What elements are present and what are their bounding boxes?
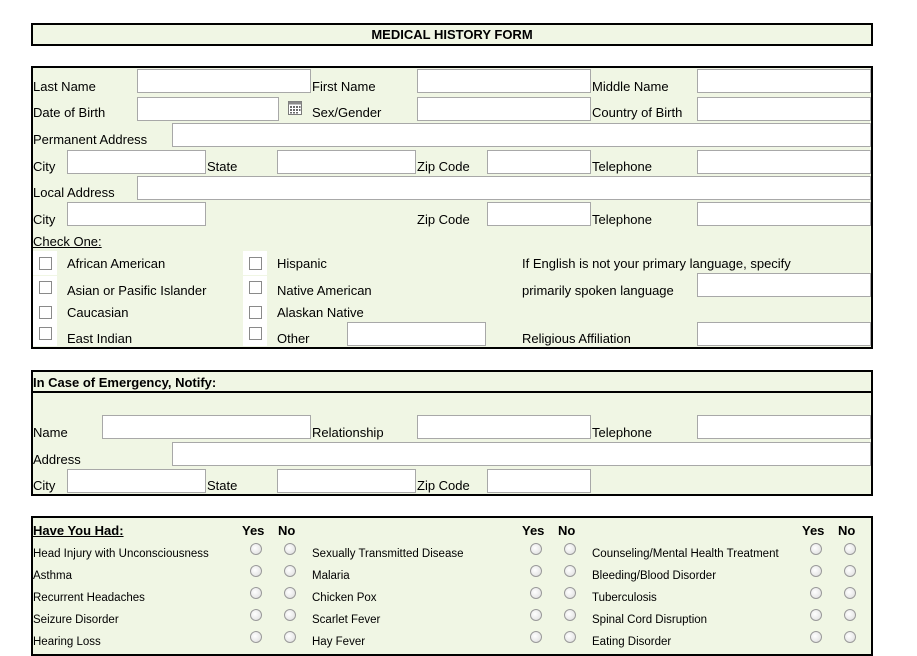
checkbox-caucasian[interactable] bbox=[39, 306, 52, 319]
no-radio[interactable] bbox=[844, 565, 856, 577]
ethnicity-label: Native American bbox=[277, 283, 372, 298]
local-telephone-label: Telephone bbox=[592, 212, 652, 227]
emergency-name-label: Name bbox=[33, 425, 68, 440]
ethnicity-label: Alaskan Native bbox=[277, 305, 364, 320]
ethnicity-label: Hispanic bbox=[277, 256, 327, 271]
no-header: No bbox=[558, 523, 576, 538]
checkbox-hispanic[interactable] bbox=[249, 257, 262, 270]
no-radio[interactable] bbox=[284, 609, 296, 621]
no-header: No bbox=[278, 523, 296, 538]
condition-label: Hay Fever bbox=[312, 636, 366, 648]
yes-header: Yes bbox=[802, 523, 825, 538]
yes-radio[interactable] bbox=[250, 543, 262, 555]
emergency-city-label: City bbox=[33, 478, 56, 493]
relationship-input[interactable] bbox=[417, 415, 591, 439]
zip-label: Zip Code bbox=[417, 159, 470, 174]
yes-header: Yes bbox=[522, 523, 545, 538]
state-input[interactable] bbox=[277, 150, 416, 174]
yes-radio[interactable] bbox=[530, 565, 542, 577]
condition-label: Seizure Disorder bbox=[33, 614, 119, 626]
history-section bbox=[31, 516, 873, 656]
ethnicity-label: Other bbox=[277, 331, 310, 346]
relationship-label: Relationship bbox=[312, 425, 384, 440]
condition-label: Head Injury with Unconsciousness bbox=[33, 548, 209, 560]
checkbox-native-american[interactable] bbox=[249, 281, 262, 294]
sex-input[interactable] bbox=[417, 97, 591, 121]
religious-input[interactable] bbox=[697, 322, 871, 346]
perm-address-label: Permanent Address bbox=[33, 132, 148, 147]
other-ethnicity-input[interactable] bbox=[347, 322, 486, 346]
emergency-zip-label: Zip Code bbox=[417, 478, 470, 493]
condition-label: Hearing Loss bbox=[33, 636, 101, 648]
local-zip-label: Zip Code bbox=[417, 212, 470, 227]
yes-radio[interactable] bbox=[250, 565, 262, 577]
no-radio[interactable] bbox=[284, 565, 296, 577]
history-header: Have You Had: bbox=[33, 523, 124, 538]
condition-label: Tuberculosis bbox=[592, 592, 657, 604]
emergency-address-label: Address bbox=[33, 452, 81, 467]
middle-name-input[interactable] bbox=[697, 69, 871, 93]
no-radio[interactable] bbox=[844, 587, 856, 599]
emergency-state-label: State bbox=[207, 478, 238, 493]
perm-address-input[interactable] bbox=[172, 123, 871, 147]
emergency-name-input[interactable] bbox=[102, 415, 311, 439]
dob-label: Date of Birth bbox=[33, 105, 106, 120]
condition-label: Malaria bbox=[312, 570, 350, 582]
yes-radio[interactable] bbox=[530, 587, 542, 599]
religious-label: Religious Affiliation bbox=[522, 331, 631, 346]
emergency-header-divider bbox=[31, 391, 873, 393]
local-city-label: City bbox=[33, 212, 56, 227]
yes-header: Yes bbox=[242, 523, 265, 538]
yes-radio[interactable] bbox=[810, 543, 822, 555]
yes-radio[interactable] bbox=[530, 631, 542, 643]
middle-name-label: Middle Name bbox=[592, 79, 669, 94]
city-label: City bbox=[33, 159, 56, 174]
state-label: State bbox=[207, 159, 238, 174]
condition-label: Sexually Transmitted Disease bbox=[312, 548, 464, 560]
ethnicity-label: East Indian bbox=[67, 331, 133, 346]
yes-radio[interactable] bbox=[250, 609, 262, 621]
telephone-label: Telephone bbox=[592, 159, 652, 174]
condition-label: Counseling/Mental Health Treatment bbox=[592, 548, 779, 560]
local-city-input[interactable] bbox=[67, 202, 206, 226]
local-telephone-input[interactable] bbox=[697, 202, 871, 226]
local-zip-input[interactable] bbox=[487, 202, 591, 226]
condition-label: Scarlet Fever bbox=[312, 614, 381, 626]
country-input[interactable] bbox=[697, 97, 871, 121]
yes-radio[interactable] bbox=[250, 587, 262, 599]
emergency-city-input[interactable] bbox=[67, 469, 206, 493]
no-header: No bbox=[838, 523, 856, 538]
emergency-header: In Case of Emergency, Notify: bbox=[33, 375, 217, 390]
telephone-input[interactable] bbox=[697, 150, 871, 174]
no-radio[interactable] bbox=[844, 543, 856, 555]
ethnicity-label: Caucasian bbox=[67, 305, 129, 320]
yes-radio[interactable] bbox=[810, 565, 822, 577]
no-radio[interactable] bbox=[564, 565, 576, 577]
check-one-label: Check One: bbox=[33, 234, 102, 249]
yes-radio[interactable] bbox=[810, 631, 822, 643]
yes-radio[interactable] bbox=[250, 631, 262, 643]
emergency-zip-input[interactable] bbox=[487, 469, 591, 493]
zip-input[interactable] bbox=[487, 150, 591, 174]
no-radio[interactable] bbox=[564, 631, 576, 643]
no-radio[interactable] bbox=[844, 609, 856, 621]
no-radio[interactable] bbox=[564, 609, 576, 621]
no-radio[interactable] bbox=[284, 587, 296, 599]
local-address-input[interactable] bbox=[137, 176, 871, 200]
checkbox-east-indian[interactable] bbox=[39, 327, 52, 340]
first-name-label: First Name bbox=[312, 79, 376, 94]
yes-radio[interactable] bbox=[530, 543, 542, 555]
checkbox-african-american[interactable] bbox=[39, 257, 52, 270]
city-input[interactable] bbox=[67, 150, 206, 174]
yes-radio[interactable] bbox=[810, 609, 822, 621]
calendar-icon[interactable] bbox=[288, 101, 302, 115]
no-radio[interactable] bbox=[564, 587, 576, 599]
no-radio[interactable] bbox=[564, 543, 576, 555]
condition-label: Chicken Pox bbox=[312, 592, 377, 604]
dob-input[interactable] bbox=[137, 97, 279, 121]
checkbox-asian[interactable] bbox=[39, 281, 52, 294]
no-radio[interactable] bbox=[284, 631, 296, 643]
checkbox-other[interactable] bbox=[249, 327, 262, 340]
condition-label: Recurrent Headaches bbox=[33, 592, 145, 604]
ethnicity-label: Asian or Pasific Islander bbox=[67, 283, 207, 298]
first-name-input[interactable] bbox=[417, 69, 591, 93]
last-name-label: Last Name bbox=[33, 79, 96, 94]
no-radio[interactable] bbox=[844, 631, 856, 643]
language-label-line2: primarily spoken language bbox=[522, 283, 674, 298]
language-input[interactable] bbox=[697, 273, 871, 297]
emergency-state-input[interactable] bbox=[277, 469, 416, 493]
condition-label: Eating Disorder bbox=[592, 636, 672, 648]
condition-label: Bleeding/Blood Disorder bbox=[592, 570, 717, 582]
local-address-label: Local Address bbox=[33, 185, 115, 200]
emergency-telephone-label: Telephone bbox=[592, 425, 652, 440]
yes-radio[interactable] bbox=[810, 587, 822, 599]
condition-label: Spinal Cord Disruption bbox=[592, 614, 708, 626]
sex-label: Sex/Gender bbox=[312, 105, 382, 120]
last-name-input[interactable] bbox=[137, 69, 311, 93]
yes-radio[interactable] bbox=[530, 609, 542, 621]
ethnicity-label: African American bbox=[67, 256, 166, 271]
no-radio[interactable] bbox=[284, 543, 296, 555]
checkbox-alaskan-native[interactable] bbox=[249, 306, 262, 319]
language-label-line1: If English is not your primary language, specify bbox=[522, 256, 791, 271]
condition-label: Asthma bbox=[33, 570, 72, 582]
emergency-address-input[interactable] bbox=[172, 442, 871, 466]
country-label: Country of Birth bbox=[592, 105, 683, 120]
form-title: MEDICAL HISTORY FORM bbox=[31, 23, 873, 46]
emergency-telephone-input[interactable] bbox=[697, 415, 871, 439]
